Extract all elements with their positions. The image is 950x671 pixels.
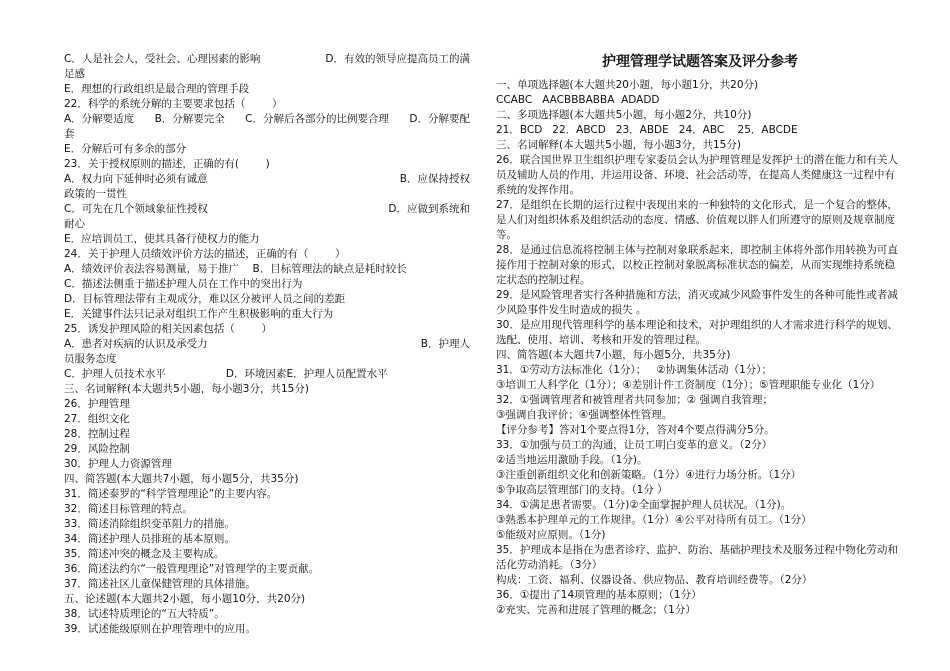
question-option: D．有效的领导应提高员工的满 (325, 53, 470, 65)
answer-line: ③注重创新组织文化和创新策略。（1分）④进行力场分析。（1分） (496, 469, 802, 481)
question-option: A．患者对疾病的认识及承受力 (64, 338, 208, 350)
question-line (64, 112, 470, 127)
question-line: D．目标管理法带有主观成分，难以区分被评人员之间的差距 (64, 293, 346, 305)
answer-line: 31．①劳动方法标准化（1分）； ②协调集体活动（1分）； (496, 364, 773, 376)
question-line: 35．简述冲突的概念及主要构成。 (64, 548, 225, 560)
question-line: E．应培训员工，使其具备行使权力的能力 (64, 233, 260, 245)
question-option: B．应保持授权 (399, 173, 470, 185)
question-line (64, 52, 470, 67)
question-option: C．可先在几个领域象征性授权 (64, 203, 208, 215)
answer-line: 34．①满足患者需要。（1分)②全面掌握护理人员状况。（1分)。 (496, 499, 792, 511)
question-line: 28．控制过程 (64, 428, 130, 440)
answer-line: 35．护理成本是指在为患者诊疗、监护、防治、基础护理技术及服务过程中物化劳动和活化劳动消耗。（3分） (496, 544, 898, 571)
answer-line: ②充实、完善和进展了管理的概念；（1分） (496, 604, 696, 616)
question-line: 31．简述泰罗的“科学管理理论”的主要内容。 (64, 488, 278, 500)
question-option: C．分解后各部分的比例要合理 (245, 113, 390, 125)
answer-line: 28．是通过信息流将控制主体与控制对象联系起来，即控制主体将外部作用转换为可直接作用于控制对象的形式，以校正控制对象脱离标准状态的偏差，从而实现维持系统稳定状态的控制过程。 (496, 244, 898, 286)
answer-line: ③培训工人科学化（1分）；④差别计件工资制度（1分）；⑤管理职能专业化（1分） (496, 379, 881, 391)
question-line: 政策的一贯性 (64, 188, 127, 200)
question-line: 26．护理管理 (64, 398, 130, 410)
question-line (64, 172, 470, 187)
answer-line: ⑤能级对应原则。（1分) (496, 529, 606, 541)
answer-line: 二、多项选择题(本大题共5小题，每小题2分，共10分) (496, 109, 752, 121)
question-line: E．关键事件法只记录对组织工作产生积极影响的重大行为 (64, 308, 334, 320)
question-line: C．描述法侧重于描述护理人员在工作中的突出行为 (64, 278, 303, 290)
question-line (64, 202, 470, 217)
answers-column (496, 54, 904, 618)
question-option: A．分解要适度 (64, 113, 135, 125)
answer-line: 26．联合国世界卫生组织护理专家委员会认为护理管理是发挥护士的潜在能力和有关人员及辅助人员的作用，并运用设备、环境、社会活动等，在提高人类健康这一过程中有系统的发挥作用。 (496, 154, 898, 196)
question-option: B．分解要完全 (154, 113, 225, 125)
answer-line: ③熟悉本护理单元的工作规律。（1分）④公平对待所有员工。（1分） (496, 514, 812, 526)
answer-line: ③强调自我评价；④强调整体性管理。 (496, 409, 673, 421)
question-line: A．绩效评价表法容易测量，易于推广 B．目标管理法的缺点是耗时较长 (64, 263, 407, 275)
answer-line: 32．①强调管理者和被管理者共同参加；② 强调自我管理； (496, 394, 774, 406)
answer-line: 27．是组织在长期的运行过程中表现出来的一种独特的文化形式，是一个复合的整体，是人们对组织体系及组织活动的态度、情感、价值观以胖人们所遵守的原则及规章制度等。 (496, 199, 898, 241)
question-line: 29．风险控制 (64, 443, 130, 455)
answer-line: 一、单项选择题(本大题共20小题，每小题1分，共20分) (496, 79, 759, 91)
answer-line: 21．BCD 22．ABCD 23．ABDE 24．ABC 25．ABCDE (496, 124, 798, 136)
answer-line: ⑤争取高层管理部门的支持。（1分 ） (496, 484, 668, 496)
answer-line: 29．是风险管理者实行各种措施和方法，消灭或减少风险事件发生的各种可能性或者减少风险事件发生时造成的损失 。 (496, 289, 898, 316)
question-option: D．分解要配 (409, 113, 470, 125)
answer-line: 构成：工资、福利、仪器设备、供应物品、教育培训经费等。（2分） (496, 574, 813, 586)
question-line: 33．简述消除组织变革阻力的措施。 (64, 518, 235, 530)
question-line: 足感 (64, 68, 85, 80)
question-option: B．护理人 (420, 338, 470, 350)
question-line: 37．简述社区儿童保健管理的具体措施。 (64, 578, 256, 590)
answer-line: 30．是应用现代管理科学的基本理论和技术，对护理组织的人才需求进行科学的规划、选配、使用、培训、考核和开发的管理过程。 (496, 319, 898, 346)
answer-lines (496, 78, 904, 618)
question-line: 32．简述目标管理的特点。 (64, 503, 193, 515)
answer-line: ②适当地运用激励手段。（1分)。 (496, 454, 648, 466)
question-line: E．分解后可有多余的部分 (64, 143, 187, 155)
question-line: 耐心 (64, 218, 85, 230)
answer-line: 【评分参考】答对1个要点得1分，答对4个要点得满分5分。 (496, 424, 775, 436)
question-line: E．理想的行政组织是最合理的管理手段 (64, 83, 250, 95)
questions-column (64, 52, 470, 637)
question-line: 员服务态度 (64, 353, 117, 365)
question-line: 25．诱发护理风险的相关因素包括（ ） (64, 323, 273, 335)
question-option: D．应做到系统和 (388, 203, 470, 215)
question-line: 39．试述能级原则在护理管理中的应用。 (64, 623, 256, 635)
question-option: A．权力向下延伸时必须有诚意 (64, 173, 208, 185)
question-line: 36．简述法约尔“一般管理理论”对管理学的主要贡献。 (64, 563, 320, 575)
question-line (64, 337, 470, 352)
question-line: 34．简述护理人员排班的基本原则。 (64, 533, 235, 545)
question-line: 四、简答题(本大题共7小题，每小题5分，共35分) (64, 473, 299, 485)
answer-line: 36．①提出了14项管理的基本原则；（1分） (496, 589, 702, 601)
answer-line: CCABC AACBBBABBA ADADD (496, 94, 660, 106)
answer-line: 四、简答题(本大题共7小题，每小题5分，共35分) (496, 349, 731, 361)
question-line: 24．关于护理人员绩效评价方法的描述，正确的有（ ） (64, 248, 346, 260)
question-line: 三、名词解释(本大题共5小题，每小题3分，共15分) (64, 383, 309, 395)
question-option: C．人是社会人，受社会、心理因素的影响 (64, 53, 261, 65)
answer-line: 33．①加强与员工的沟通，让员工明白变革的意义。（2分） (496, 439, 773, 451)
question-line: 30．护理人力资源管理 (64, 458, 172, 470)
question-line: 38．试述特质理论的“五大特质”。 (64, 608, 225, 620)
question-line: 22．科学的系统分解的主要要求包括（ ） (64, 98, 283, 110)
question-line: C．护理人员技术水平 D．环境因素E．护理人员配置水平 (64, 368, 388, 380)
question-line: 27．组织文化 (64, 413, 130, 425)
answer-line: 三、名词解释(本大题共5小题，每小题3分，共15分) (496, 139, 741, 151)
answer-key-title: 护理管理学试题答案及评分参考 (602, 54, 798, 70)
question-line: 套 (64, 128, 75, 140)
question-line: 五、论述题(本大题共2小题，每小题10分，共20分) (64, 593, 306, 605)
question-line: 23．关于授权原则的描述，正确的有( ) (64, 158, 270, 170)
